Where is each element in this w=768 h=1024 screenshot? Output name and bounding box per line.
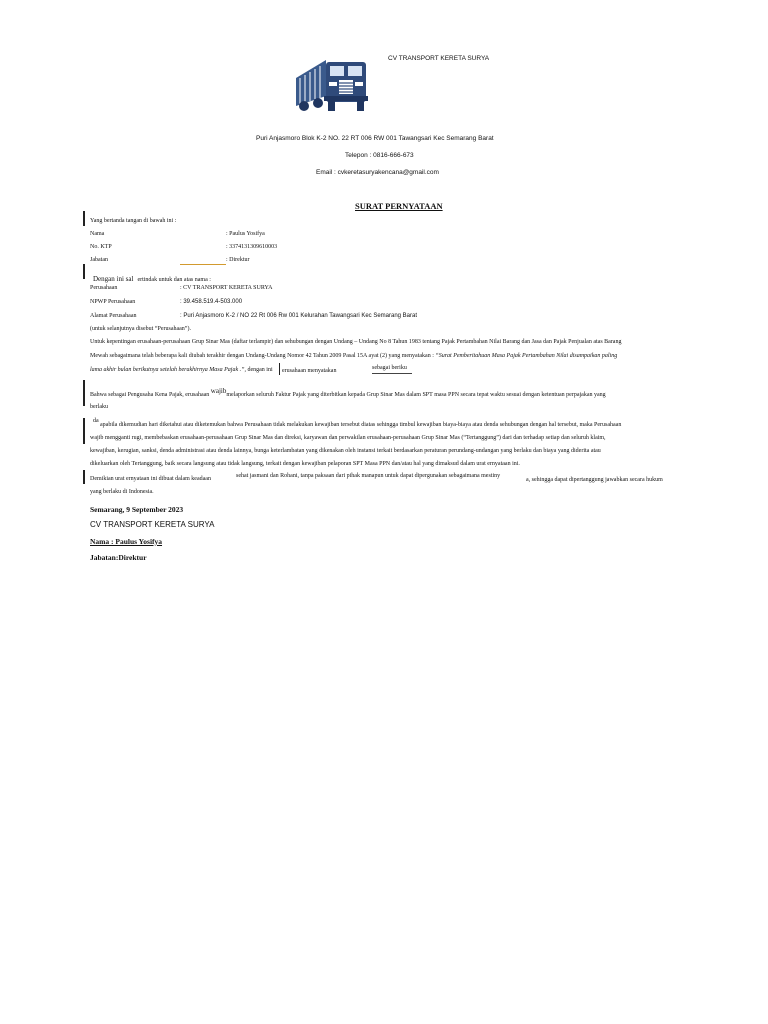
field-label-address: Alamat Perusahaan	[90, 313, 137, 319]
field-value-company: : CV TRANSPORT KERETA SURYA	[180, 285, 273, 291]
margin-bar	[83, 470, 85, 484]
p1-line-3	[90, 366, 273, 374]
p1-line-1: Untuk kepentingan erusahaan-perusahaan Grup Sinar Mas (daftar terlampir) dan sehubungan dengan Undang – Undang No 8 Tahun 1983 tentang Pajak Pertambahan Nilai Barang dan Jasa dan Pajak Penjualan atas Barang	[90, 339, 622, 345]
truck-logo-icon	[292, 56, 380, 121]
p2-line-1	[90, 387, 606, 399]
p1-line-2-quote: “Surat Pemberitahuan Masa Pajak Pertambahan Nilai disampaikan paling	[435, 353, 618, 359]
sign-position: Jabatan:Direktur	[90, 553, 147, 562]
p2-rest: melaporkan seluruh Faktur Pajak yang diterbitkan kepada Grup Sinar Mas dalam SPT masa PPN secara tepat waktu sesuai dengan ketentuan perpajakan yang	[226, 392, 606, 398]
p1-line-3-quote: lama akhir bulan berikutnya setelah berakhirnya Masa Pajak .”,	[90, 367, 246, 373]
p4-start: Demikian	[90, 476, 116, 482]
field-label-company: Perusahaan	[90, 285, 118, 291]
field-value-address: : Puri Anjasmoro K-2 / NO 22 Rt 006 Rw 001 Kelurahan Tawangsari Kec Semarang Barat	[180, 313, 418, 319]
p2-wajib: wajib	[210, 387, 227, 395]
p3-da: da	[93, 418, 99, 424]
margin-bar	[83, 418, 85, 444]
p4-line-2: yang berlaku di Indonesia.	[90, 489, 154, 495]
p3-line-1: apabila dikemudian hari diketahui atau diketemukan bahwa Perusahaan tidak melakukan kewajiban tersebut diatas sehingga timbul kewajiban biaya-biaya atau denda sehubungan dengan hal tersebut, maka Perusahaan	[100, 422, 622, 428]
p4-surat: urat	[115, 476, 125, 482]
p1-line-3-text: dengan ini	[245, 367, 273, 373]
field-value-npwp: : 39.458.519.4-503.000	[180, 299, 243, 305]
p1-company-states: erusahaan menyatakan	[282, 368, 337, 374]
p4-statement: ernyataan ini dibuat dalam keadaan	[124, 476, 211, 482]
sign-company: CV TRANSPORT KERETA SURYA	[90, 520, 215, 529]
p3-line-4: dikeluarkan oleh Tertanggung, baik secara langsung atau tidak langsung, terkait dengan kewajiban pelaporan SPT Masa PPN dan/atau hal yang dimaksud dalam urat ernyataan ini.	[90, 461, 520, 467]
p4-line-1	[90, 475, 211, 483]
act-line-start: Dengan ini sal	[93, 275, 134, 283]
company-email: Email : cvkeretasuryakencana@gmail.com	[316, 169, 439, 176]
p4-condition: sehat jasmani dan Rohani, tanpa paksaan dari pihak manapun untuk dapat dipergunakan sebagaimana mestiny	[236, 473, 501, 479]
place-date: Semarang, 9 September 2023	[90, 505, 184, 514]
inline-bar	[279, 363, 280, 375]
p2-start: Bahwa sebagai Pengusaha Kena Pajak, erusahaan	[90, 392, 211, 398]
field-label-name: Nama	[90, 231, 105, 237]
company-address: Puri Anjasmoro Blok K-2 NO. 22 RT 006 RW 001 Tawangsari Kec Semarang Barat	[256, 135, 494, 142]
p4-end: a, sehingga dapat dipertanggung jawabkan secara hukum	[526, 477, 663, 483]
margin-bar	[83, 211, 85, 226]
p3-line-3: kewajiban, kerugian, sanksi, denda administrasi atau denda lainnya, bunga keterlambatan yang dikenakan oleh instansi terkait berdasarkan peraturan perundang-undangan yang berlaku dan biaya yang diderita atau	[90, 448, 601, 454]
as-follows-underline	[372, 373, 412, 374]
sign-name: Nama : Paulus Yosifya	[90, 537, 163, 546]
p1-line-2	[90, 352, 617, 360]
field-label-position: Jabatan	[90, 257, 108, 263]
p1-line-2-text: Mewah sebagaimana telah beberapa kali diubah terakhir dengan Undang-Undang Nomor 42 Tahun 2009 Pasal 15A ayat (2) yang menyatakan :	[90, 353, 436, 359]
company-title: CV TRANSPORT KERETA SURYA	[388, 55, 490, 62]
p1-as-follows: sebagai beriku	[372, 365, 407, 371]
margin-bar	[83, 380, 85, 406]
act-line-rest: ertindak untuk dan atas nama :	[137, 277, 211, 283]
field-label-ktp: No. KTP	[90, 244, 112, 250]
field-label-npwp: NPWP Perusahaan	[90, 299, 136, 305]
field-value-position: : Direktur	[226, 257, 250, 263]
field-value-name: : Paulus Yosifya	[226, 231, 265, 237]
field-value-ktp: : 3374131309610003	[226, 244, 278, 250]
p2-line-2: berlaku	[90, 404, 108, 410]
p3-line-2: wajib mengganti rugi, membebaskan erusahaan-perusahaan Grup Sinar Mas dan direksi, karyawan dan perwakilan erusahaan-perusahaan Grup Sinar Mas (“Tertanggung”) dari dan terhadap setiap dan seluruh klaim,	[90, 435, 606, 441]
intro-line: Yang bertanda tangan di bawah ini :	[90, 218, 177, 224]
company-alias-line: (untuk selanjutnya disebut “Perusahaan”).	[90, 326, 191, 332]
company-phone: Telepon : 0816-666-673	[345, 152, 414, 159]
document-title: SURAT PERNYATAAN	[355, 201, 443, 211]
position-underline	[180, 264, 226, 265]
margin-bar	[83, 264, 85, 279]
